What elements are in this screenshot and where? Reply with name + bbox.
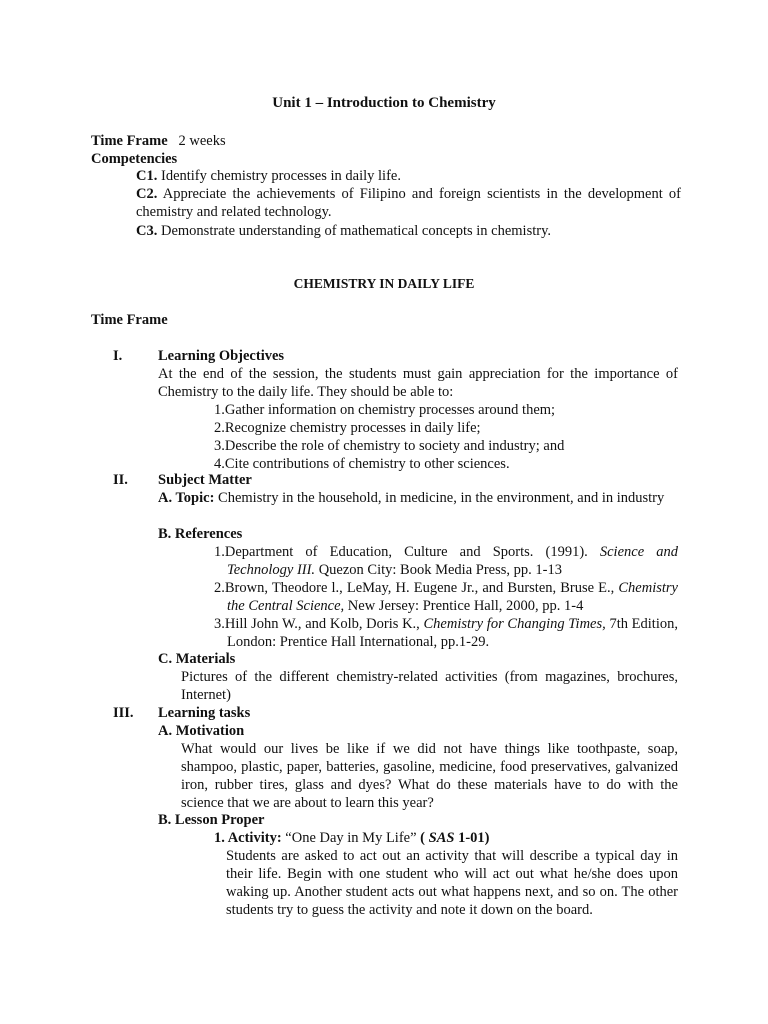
time-frame-row (91, 132, 691, 150)
unit-title: Unit 1 – Introduction to Chemistry (272, 95, 496, 111)
topic-text: Chemistry in the household, in medicine, in the environment, and in industry (218, 490, 665, 506)
competency-code: C2. (136, 186, 158, 202)
activity-code-rest: 1-01) (454, 830, 490, 846)
reference-title: Chemistry the Central Science, (227, 580, 678, 614)
activity-heading (214, 829, 684, 847)
part3-heading: Learning tasks (158, 705, 251, 721)
motivation-label: A. Motivation (158, 723, 245, 739)
reference-publisher: New Jersey: Prentice Hall, 2000, pp. 1-4 (344, 598, 584, 614)
competency-c2 (136, 185, 681, 221)
materials-label: C. Materials (158, 651, 236, 667)
reference-item (214, 615, 678, 651)
motivation-text: What would our lives be like if we did not have things like toothpaste, soap, shampoo, plastic, paper, batteries, gasoline, medicine, food preservatives, galvanized iron, rubber tires, glass and dyes? What do these materials have to do with the science that we are about to learn this year? (181, 741, 678, 811)
part1-intro: At the end of the session, the students must gain appreciation for the importance of Chemistry to the daily life. They should be able to: (158, 366, 678, 400)
objective-item: 1.Gather information on chemistry processes around them; (214, 402, 556, 418)
references-label: B. References (158, 526, 243, 542)
competency-text: Demonstrate understanding of mathematical concepts in chemistry. (160, 223, 552, 239)
competency-code: C3. (136, 223, 158, 239)
reference-item (214, 579, 678, 615)
materials-text: Pictures of the different chemistry-related activities (from magazines, brochures, Internet) (181, 669, 678, 703)
lesson-proper-label: B. Lesson Proper (158, 812, 265, 828)
section-title: CHEMISTRY IN DAILY LIFE (293, 276, 475, 291)
objective-item: 2.Recognize chemistry processes in daily life; (214, 420, 481, 436)
part2-heading: Subject Matter (158, 472, 252, 488)
reference-title: Chemistry for Changing Times, (423, 616, 606, 632)
reference-authors: 1.Department of Education, Culture and Sports. (1991). (214, 544, 600, 560)
reference-authors: 3.Hill John W., and Kolb, Doris K., (214, 616, 424, 632)
part2-numeral: II. (113, 472, 128, 488)
reference-item (214, 543, 678, 579)
activity-title: “One Day in My Life” (285, 830, 417, 846)
section-time-frame-label: Time Frame (91, 312, 168, 328)
objective-item: 4.Cite contributions of chemistry to other sciences. (214, 456, 510, 472)
reference-title: Science and Technology III. (227, 544, 678, 578)
part1-numeral: I. (113, 348, 123, 364)
time-frame-value: 2 weeks (178, 133, 226, 149)
competency-c3 (136, 222, 681, 240)
activity-label: 1. Activity: (214, 830, 282, 846)
part1-heading: Learning Objectives (158, 348, 285, 364)
reference-publisher: Quezon City: Book Media Press, pp. 1-13 (315, 562, 562, 578)
topic-label: A. Topic: (158, 490, 215, 506)
objective-item: 3.Describe the role of chemistry to society and industry; and (214, 438, 565, 454)
activity-code: SAS (428, 830, 455, 846)
objectives-list (214, 401, 684, 473)
part3-numeral: III. (113, 705, 134, 721)
competencies-label: Competencies (91, 151, 178, 167)
time-frame-label: Time Frame (91, 133, 168, 149)
activity-text: Students are asked to act out an activity that will describe a typical day in their life. Begin with one student who will act out what he/she does upon waking up. Another student acts out what happens next, and so on. The other students try to guess the activity and note it down on the board. (226, 848, 678, 918)
competency-code: C1. (136, 168, 158, 184)
competency-text: Identify chemistry processes in daily life. (160, 168, 401, 184)
activity-code-open: ( (416, 830, 429, 846)
reference-publisher: 7th Edition, London: Prentice Hall International, pp.1-29. (227, 616, 678, 650)
competency-c1 (136, 167, 681, 185)
competency-text: Appreciate the achievements of Filipino and foreign scientists in the development of chemistry and related technology. (136, 186, 681, 220)
topic-item (158, 489, 678, 507)
reference-authors: 2.Brown, Theodore l., LeMay, H. Eugene Jr., and Bursten, Bruse E., (214, 580, 619, 596)
